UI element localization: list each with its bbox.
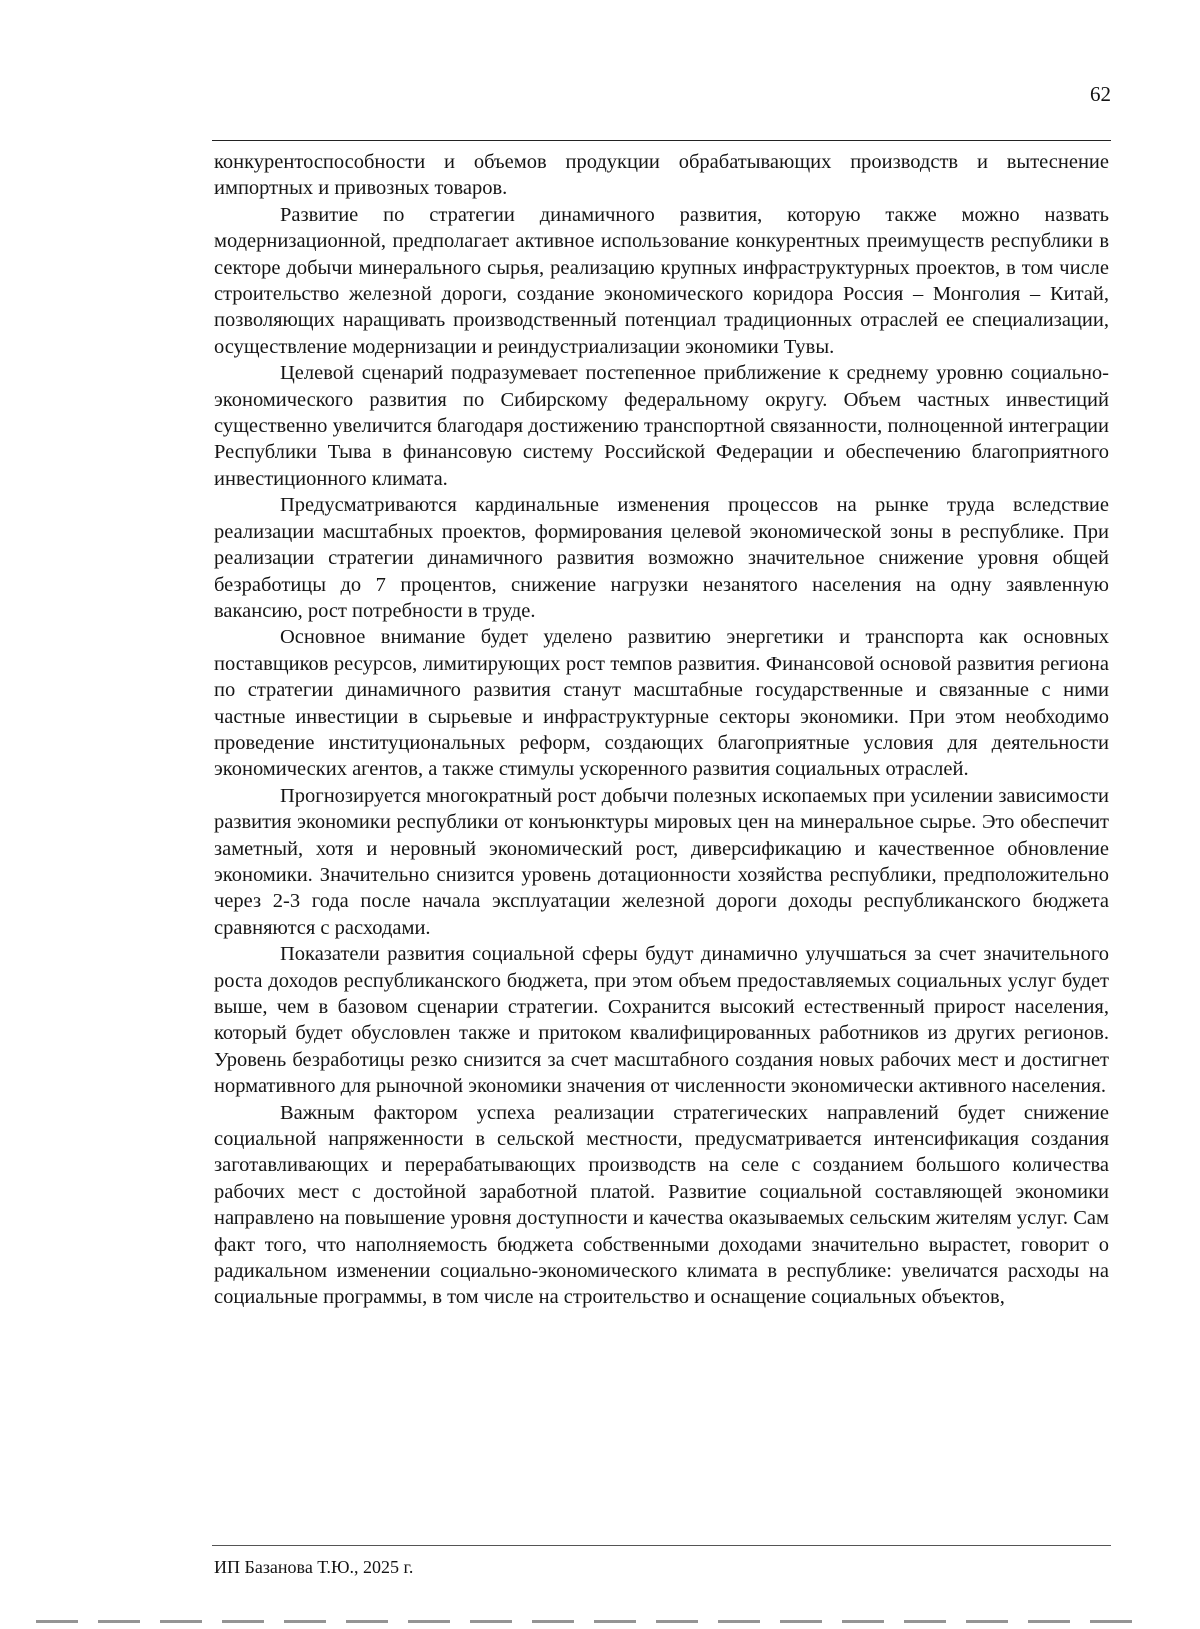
scan-edge-artifact [36,1620,1146,1623]
paragraph-target-scenario: Целевой сценарий подразумевает постепенное приближение к среднему уровню социально-экономического развития по Сибирскому федеральному округу. Объем частных инвестиций существенно увеличится благодаря достижению транспортной связанности, полноценной интеграции Республики Тыва в финансовую систему Российской Федерации и обеспечению благоприятного инвестиционного климата. [214,362,1109,490]
footer-divider [212,1545,1111,1546]
paragraph-energy-transport: Основное внимание будет уделено развитию энергетики и транспорта как основных поставщиков ресурсов, лимитирующих рост темпов развития. Финансовой основой развития региона по стратегии динамичного развития станут масштабные государственные и связанные с ними частные инвестиции в сырьевые и инфраструктурные секторы экономики. При этом необходимо проведение институциональных реформ, создающих благоприятные условия для деятельности экономических агентов, а также стимулы ускоренного развития социальных отраслей. [214,626,1109,781]
footer-copyright: ИП Базанова Т.Ю., 2025 г. [214,1557,414,1577]
paragraph-labor-market: Предусматриваются кардинальные изменения процессов на рынке труда вследствие реализации масштабных проектов, формирования целевой экономической зоны в республике. При реализации стратегии динамичного развития возможно значительное снижение уровня общей безработицы до 7 процентов, снижение нагрузки незанятого населения на одну заявленную вакансию, рост потребности в труде. [214,494,1109,622]
header-divider [212,140,1111,141]
paragraph-continuation: конкурентоспособности и объемов продукции обрабатывающих производств и вытеснение импортных и привозных товаров. [214,151,1109,200]
page-number: 62 [1090,82,1111,106]
paragraph-dynamic-development: Развитие по стратегии динамичного развития, которую также можно назвать модернизационной, предполагает активное использование конкурентных преимуществ республики в секторе добычи минерального сырья, реализацию крупных инфраструктурных проектов, в том числе строительство железной дороги, создание экономического коридора Россия – Монголия – Китай, позволяющих наращивать производственный потенциал традиционных отраслей ее специализации, осуществление модернизации и реиндустриализации экономики Тувы. [214,203,1109,358]
document-body [214,149,1109,1311]
paragraph-mining-growth: Прогнозируется многократный рост добычи полезных ископаемых при усилении зависимости развития экономики республики от конъюнктуры мировых цен на минеральное сырье. Это обеспечит заметный, хотя и неровный экономический рост, диверсификацию и качественное обновление экономики. Значительно снизится уровень дотационности хозяйства республики, предположительно через 2-3 года после начала эксплуатации железной дороги доходы республиканского бюджета сравняются с расходами. [214,784,1109,939]
paragraph-rural-development: Важным фактором успеха реализации стратегических направлений будет снижение социальной напряженности в сельской местности, предусматривается интенсификация создания заготавливающих и перерабатывающих производств на селе с созданием большого количества рабочих мест с достойной заработной платой. Развитие социальной составляющей экономики направлено на повышение уровня доступности и качества оказываемых сельским жителям услуг. Сам факт того, что наполняемость бюджета собственными доходами значительно вырастет, говорит о радикальном изменении социально-экономического климата в республике: увеличатся расходы на социальные программы, в том числе на строительство и оснащение социальных объектов, [214,1101,1109,1309]
paragraph-social-sphere: Показатели развития социальной сферы будут динамично улучшаться за счет значительного роста доходов республиканского бюджета, при этом объем предоставляемых социальных услуг будет выше, чем в базовом сценарии стратегии. Сохранится высокий естественный прирост населения, который будет обусловлен также и притоком квалифицированных работников из других регионов. Уровень безработицы резко снизится за счет масштабного создания новых рабочих мест и достигнет нормативного для рыночной экономики значения от численности экономически активного населения. [214,943,1109,1098]
